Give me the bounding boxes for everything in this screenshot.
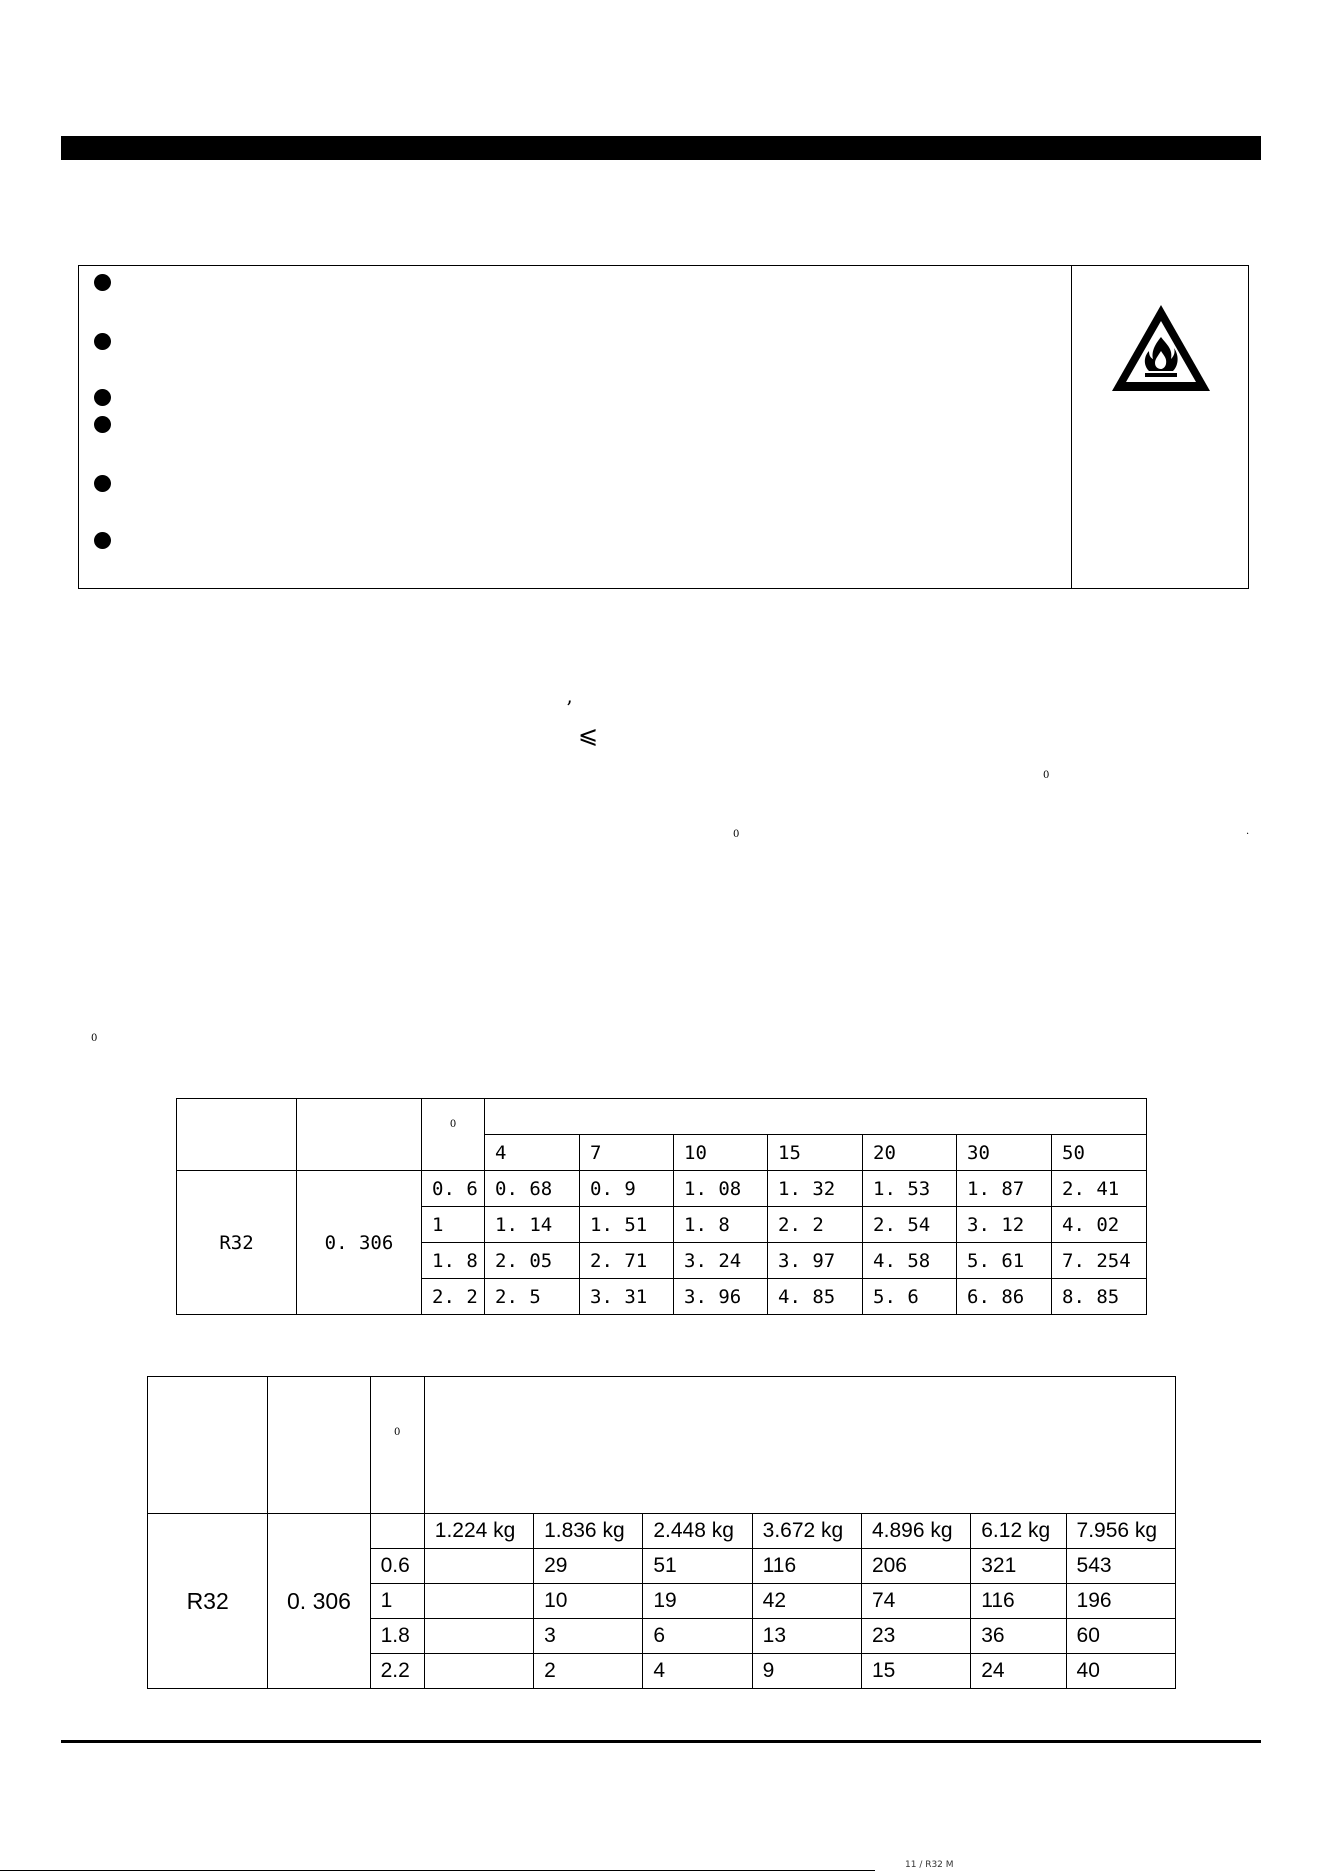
table-cell: 206 [861, 1549, 970, 1584]
bullet-point [94, 532, 111, 549]
table-cell: 1. 51 [580, 1207, 674, 1243]
table-cell: 2. 54 [863, 1207, 957, 1243]
table-cell: 36 [971, 1619, 1066, 1654]
height-cell: 1. 8 [422, 1243, 485, 1279]
table-cell: 10 [534, 1584, 643, 1619]
flammable-warning-icon [1109, 301, 1214, 396]
table-header-cell [424, 1377, 1175, 1514]
table-header-cell: 0 [370, 1377, 424, 1514]
superscript-zero: 0 [91, 1033, 98, 1044]
table-cell: 1. 53 [863, 1171, 957, 1207]
table-row [177, 1171, 1147, 1207]
lfl-cell: 0. 306 [297, 1171, 422, 1315]
table-cell: 321 [971, 1549, 1066, 1584]
table-cell: 4 [643, 1654, 752, 1689]
table-cell: 3 [534, 1619, 643, 1654]
table-cell: 4. 58 [863, 1243, 957, 1279]
table-cell: 5. 6 [863, 1279, 957, 1315]
table-cell: 2. 05 [485, 1243, 580, 1279]
bullet-point [94, 416, 111, 433]
charge-header-cell: 3.672 kg [752, 1514, 861, 1549]
height-cell: 1.8 [370, 1619, 424, 1654]
superscript-zero: 0 [1043, 770, 1050, 781]
table-row [148, 1514, 1176, 1549]
table-cell: 1. 14 [485, 1207, 580, 1243]
table-cell: 1. 32 [768, 1171, 863, 1207]
warning-box [78, 265, 1249, 589]
table-header-cell [177, 1099, 297, 1171]
table-header-cell [485, 1099, 1147, 1135]
table-cell: 1. 8 [674, 1207, 768, 1243]
table-cell: 4. 02 [1052, 1207, 1147, 1243]
refrigerant-cell: R32 [177, 1171, 297, 1315]
table-cell [370, 1514, 424, 1549]
table-cell: 0. 9 [580, 1171, 674, 1207]
table-cell: 3. 96 [674, 1279, 768, 1315]
table-cell [424, 1584, 533, 1619]
table-header-cell: 15 [768, 1135, 863, 1171]
table-cell: 15 [861, 1654, 970, 1689]
table-cell: 116 [752, 1549, 861, 1584]
table-cell: 2. 41 [1052, 1171, 1147, 1207]
table-cell: 2. 71 [580, 1243, 674, 1279]
table-cell: 13 [752, 1619, 861, 1654]
charge-header-cell: 7.956 kg [1066, 1514, 1175, 1549]
footer-line [0, 1870, 875, 1871]
height-cell: 2.2 [370, 1654, 424, 1689]
charge-header-cell: 1.836 kg [534, 1514, 643, 1549]
footer-rule [61, 1740, 1261, 1743]
table-cell: 9 [752, 1654, 861, 1689]
table-cell [424, 1619, 533, 1654]
table-cell: 2. 5 [485, 1279, 580, 1315]
table-cell: 116 [971, 1584, 1066, 1619]
bullet-point [94, 475, 111, 492]
lfl-cell: 0. 306 [268, 1514, 370, 1689]
table-cell: 40 [1066, 1654, 1175, 1689]
refrigerant-cell: R32 [148, 1514, 268, 1689]
height-cell: 1 [422, 1207, 485, 1243]
table-cell: 1. 87 [957, 1171, 1052, 1207]
table-header-cell: 4 [485, 1135, 580, 1171]
minimum-room-area-table [147, 1376, 1176, 1689]
table-header-cell: 7 [580, 1135, 674, 1171]
table-cell: 196 [1066, 1584, 1175, 1619]
warning-divider [1071, 266, 1072, 588]
table-cell: 7. 254 [1052, 1243, 1147, 1279]
table-cell: 8. 85 [1052, 1279, 1147, 1315]
superscript-zero: 0 [733, 829, 740, 840]
table-cell: 19 [643, 1584, 752, 1619]
table-cell [424, 1549, 533, 1584]
charge-header-cell: 4.896 kg [861, 1514, 970, 1549]
height-cell: 1 [370, 1584, 424, 1619]
table-cell: 3. 31 [580, 1279, 674, 1315]
apostrophe-mark: ’ [566, 696, 573, 720]
table-cell: 2. 2 [768, 1207, 863, 1243]
table-cell: 29 [534, 1549, 643, 1584]
table-header-cell [148, 1377, 268, 1514]
table-cell: 3. 24 [674, 1243, 768, 1279]
charge-header-cell: 1.224 kg [424, 1514, 533, 1549]
table-cell: 2 [534, 1654, 643, 1689]
less-equal-symbol: ⩽ [578, 721, 599, 749]
table-cell: 543 [1066, 1549, 1175, 1584]
charge-header-cell: 6.12 kg [971, 1514, 1066, 1549]
bullet-point [94, 389, 111, 406]
table-cell: 6 [643, 1619, 752, 1654]
table-header-cell: 30 [957, 1135, 1052, 1171]
table-header-cell [268, 1377, 370, 1514]
height-cell: 0.6 [370, 1549, 424, 1584]
table-header-cell: 10 [674, 1135, 768, 1171]
table-cell: 6. 86 [957, 1279, 1052, 1315]
table-cell: 60 [1066, 1619, 1175, 1654]
table-header-cell: 20 [863, 1135, 957, 1171]
table-header-cell: 0 [422, 1099, 485, 1171]
bullet-point [94, 333, 111, 350]
table-cell: 3. 12 [957, 1207, 1052, 1243]
table-cell: 3. 97 [768, 1243, 863, 1279]
bullet-point [94, 274, 111, 291]
dot-mark: . [1246, 826, 1250, 837]
table-cell: 42 [752, 1584, 861, 1619]
charge-limit-table [176, 1098, 1147, 1315]
table-cell: 51 [643, 1549, 752, 1584]
footer-text: 11 / R32 M [905, 1860, 954, 1870]
table-header-cell [297, 1099, 422, 1171]
table-cell: 23 [861, 1619, 970, 1654]
height-cell: 2. 2 [422, 1279, 485, 1315]
table-cell [424, 1654, 533, 1689]
table-cell: 5. 61 [957, 1243, 1052, 1279]
table-header-cell: 50 [1052, 1135, 1147, 1171]
height-cell: 0. 6 [422, 1171, 485, 1207]
table-cell: 4. 85 [768, 1279, 863, 1315]
table-cell: 0. 68 [485, 1171, 580, 1207]
table-cell: 1. 08 [674, 1171, 768, 1207]
table-cell: 74 [861, 1584, 970, 1619]
charge-header-cell: 2.448 kg [643, 1514, 752, 1549]
header-bar [61, 136, 1261, 160]
table-cell: 24 [971, 1654, 1066, 1689]
